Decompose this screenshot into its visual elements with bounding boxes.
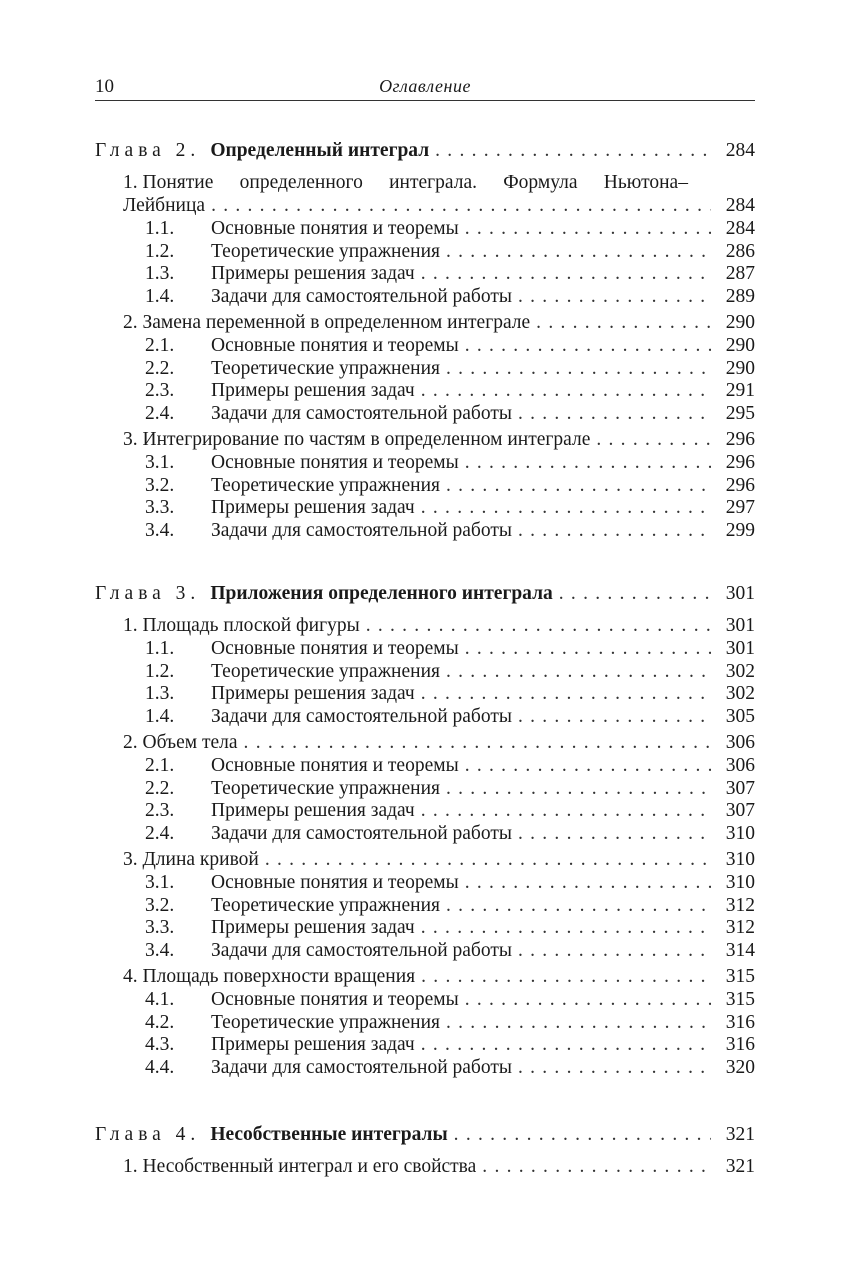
section-heading: [95, 849, 755, 873]
subsection-page: 305: [725, 705, 755, 727]
subsection-title: Теоретические упражнения: [211, 1011, 440, 1033]
dot-leader: [446, 895, 711, 917]
section-page: 301: [725, 615, 755, 636]
subsection-entry: [95, 286, 755, 310]
subsection-title: Основные понятия и теоремы: [211, 335, 459, 356]
subsection-page: 316: [725, 1011, 755, 1033]
subsection-entry: [95, 241, 755, 265]
subsection-page: 315: [725, 989, 755, 1010]
subsection-page: 302: [725, 660, 755, 682]
dot-leader: [518, 520, 711, 542]
dot-leader: [435, 140, 711, 162]
dot-leader: [446, 1012, 711, 1034]
section-title-word: Формула: [503, 172, 578, 193]
subsection-entry: [95, 872, 755, 896]
chapter-heading: [95, 583, 755, 607]
dot-leader: [366, 615, 711, 637]
dot-leader: [465, 335, 711, 357]
dot-leader: [465, 755, 711, 777]
subsection-title: Теоретические упражнения: [211, 777, 440, 799]
section-heading-line2: [95, 195, 755, 219]
subsection-number: 4.1.: [145, 989, 175, 1010]
subsection-title: Основные понятия и теоремы: [211, 452, 459, 473]
subsection-title: Задачи для самостоятельной работы: [211, 705, 512, 727]
subsection-number: 2.3.: [145, 380, 175, 401]
chapter-heading: [95, 140, 755, 164]
subsection-page: 295: [725, 402, 755, 424]
subsection-title: Примеры решения задач: [211, 497, 415, 518]
subsection-number: 1.3.: [145, 683, 175, 704]
subsection-page: 307: [725, 777, 755, 799]
section-title: 1. Несобственный интеграл и его свойства: [123, 1156, 477, 1177]
section-heading: [95, 429, 755, 453]
section-title-word: определенного: [239, 172, 363, 193]
subsection-title: Задачи для самостоятельной работы: [211, 1056, 512, 1078]
section-heading: [95, 1156, 755, 1180]
dot-leader: [465, 872, 711, 894]
dot-leader: [421, 800, 711, 822]
subsection-title: Примеры решения задач: [211, 380, 415, 401]
subsection-title: Теоретические упражнения: [211, 660, 440, 682]
subsection-entry: [95, 263, 755, 287]
dot-leader: [465, 989, 711, 1011]
section-page: 321: [725, 1156, 755, 1177]
page-number: 10: [95, 76, 114, 97]
section-title-continued: Лейбница: [123, 195, 206, 216]
subsection-page: 301: [725, 638, 755, 659]
chapter-title: Определенный интеграл: [210, 140, 430, 161]
dot-leader: [265, 849, 711, 871]
subsection-title: Теоретические упражнения: [211, 474, 440, 496]
subsection-entry: [95, 778, 755, 802]
subsection-page: 312: [725, 894, 755, 916]
subsection-entry: [95, 452, 755, 476]
subsection-number: 3.2.: [145, 474, 175, 496]
section-title: 2. Объем тела: [123, 732, 238, 753]
section-title: 4. Площадь поверхности вращения: [123, 966, 416, 987]
dot-leader: [536, 312, 711, 334]
subsection-number: 1.4.: [145, 285, 175, 307]
subsection-number: 3.1.: [145, 872, 175, 893]
chapter-page: 321: [725, 1124, 755, 1145]
dot-leader: [596, 429, 711, 451]
subsection-entry: [95, 1012, 755, 1036]
subsection-page: 299: [725, 519, 755, 541]
dot-leader: [465, 638, 711, 660]
chapter-heading: [95, 1124, 755, 1148]
subsection-number: 3.1.: [145, 452, 175, 473]
chapter-title: Несобственные интегралы: [210, 1124, 448, 1145]
subsection-title: Основные понятия и теоремы: [211, 989, 459, 1010]
subsection-page: 307: [725, 800, 755, 821]
subsection-page: 284: [725, 218, 755, 239]
subsection-page: 296: [725, 474, 755, 496]
dot-leader: [454, 1124, 711, 1146]
section-title-word: интеграла.: [389, 172, 477, 193]
section-heading: [95, 312, 755, 336]
running-title: Оглавление: [379, 76, 471, 96]
dot-leader: [465, 452, 711, 474]
subsection-entry: [95, 661, 755, 685]
subsection-entry: [95, 683, 755, 707]
subsection-number: 4.4.: [145, 1056, 175, 1078]
subsection-entry: [95, 800, 755, 824]
subsection-entry: [95, 520, 755, 544]
subsection-entry: [95, 989, 755, 1013]
subsection-page: 312: [725, 917, 755, 938]
chapter-label: Глава 4.: [95, 1124, 201, 1145]
subsection-entry: [95, 218, 755, 242]
subsection-number: 2.3.: [145, 800, 175, 821]
subsection-title: Задачи для самостоятельной работы: [211, 402, 512, 424]
subsection-number: 2.1.: [145, 755, 175, 776]
subsection-page: 310: [725, 872, 755, 893]
subsection-page: 310: [725, 822, 755, 844]
subsection-number: 2.1.: [145, 335, 175, 356]
dot-leader: [421, 917, 711, 939]
subsection-title: Примеры решения задач: [211, 263, 415, 284]
subsection-page: 297: [725, 497, 755, 518]
dot-leader: [482, 1156, 711, 1178]
subsection-entry: [95, 706, 755, 730]
subsection-entry: [95, 403, 755, 427]
section-page: 290: [725, 312, 755, 333]
section-title: 3. Интегрирование по частям в определенном интеграле: [123, 429, 591, 450]
subsection-number: 1.1.: [145, 218, 175, 239]
section-heading: [95, 615, 755, 639]
section-title: 3. Длина кривой: [123, 849, 259, 870]
subsection-entry: [95, 1057, 755, 1081]
subsection-number: 3.2.: [145, 894, 175, 916]
subsection-page: 302: [725, 683, 755, 704]
dot-leader: [518, 706, 711, 728]
dot-leader: [518, 286, 711, 308]
subsection-entry: [95, 1034, 755, 1058]
subsection-number: 2.4.: [145, 822, 175, 844]
subsection-entry: [95, 917, 755, 941]
section-heading: [95, 732, 755, 756]
subsection-title: Основные понятия и теоремы: [211, 755, 459, 776]
subsection-number: 1.2.: [145, 240, 175, 262]
subsection-title: Основные понятия и теоремы: [211, 218, 459, 239]
subsection-title: Теоретические упражнения: [211, 894, 440, 916]
subsection-entry: [95, 497, 755, 521]
section-label-and-word: 1. Понятие: [123, 172, 214, 193]
section-title-word: Ньютона–: [603, 172, 688, 193]
dot-leader: [518, 403, 711, 425]
subsection-number: 3.4.: [145, 939, 175, 961]
subsection-entry: [95, 475, 755, 499]
subsection-entry: [95, 358, 755, 382]
section-title: 2. Замена переменной в определенном интеграле: [123, 312, 531, 333]
subsection-number: 3.3.: [145, 917, 175, 938]
dot-leader: [421, 497, 711, 519]
subsection-number: 1.1.: [145, 638, 175, 659]
dot-leader: [465, 218, 711, 240]
subsection-entry: [95, 755, 755, 779]
dot-leader: [446, 475, 711, 497]
subsection-number: 3.4.: [145, 519, 175, 541]
chapter-label: Глава 2.: [95, 140, 201, 161]
subsection-number: 2.2.: [145, 357, 175, 379]
subsection-number: 1.3.: [145, 263, 175, 284]
subsection-title: Теоретические упражнения: [211, 357, 440, 379]
subsection-title: Задачи для самостоятельной работы: [211, 822, 512, 844]
subsection-title: Примеры решения задач: [211, 683, 415, 704]
subsection-page: 287: [725, 263, 755, 284]
subsection-page: 296: [725, 452, 755, 473]
subsection-title: Примеры решения задач: [211, 800, 415, 821]
subsection-title: Основные понятия и теоремы: [211, 638, 459, 659]
subsection-title: Примеры решения задач: [211, 1034, 415, 1055]
subsection-page: 320: [725, 1056, 755, 1078]
section-page: 310: [725, 849, 755, 870]
dot-leader: [518, 823, 711, 845]
dot-leader: [446, 661, 711, 683]
section-heading: [95, 966, 755, 990]
section-page: 296: [725, 429, 755, 450]
section-page: 306: [725, 732, 755, 753]
subsection-title: Теоретические упражнения: [211, 240, 440, 262]
subsection-number: 2.2.: [145, 777, 175, 799]
subsection-page: 290: [725, 335, 755, 356]
subsection-entry: [95, 895, 755, 919]
subsection-page: 316: [725, 1034, 755, 1055]
dot-leader: [446, 241, 711, 263]
dot-leader: [421, 683, 711, 705]
dot-leader: [421, 380, 711, 402]
dot-leader: [518, 940, 711, 962]
subsection-number: 1.2.: [145, 660, 175, 682]
dot-leader: [211, 195, 711, 217]
dot-leader: [421, 263, 711, 285]
subsection-number: 3.3.: [145, 497, 175, 518]
subsection-number: 4.2.: [145, 1011, 175, 1033]
subsection-entry: [95, 380, 755, 404]
subsection-page: 289: [725, 285, 755, 307]
dot-leader: [446, 778, 711, 800]
subsection-title: Задачи для самостоятельной работы: [211, 519, 512, 541]
subsection-entry: [95, 823, 755, 847]
running-header: [95, 74, 755, 101]
dot-leader: [244, 732, 711, 754]
chapter-page: 284: [725, 140, 755, 161]
subsection-title: Задачи для самостоятельной работы: [211, 939, 512, 961]
subsection-title: Примеры решения задач: [211, 917, 415, 938]
dot-leader: [446, 358, 711, 380]
subsection-page: 290: [725, 357, 755, 379]
subsection-entry: [95, 335, 755, 359]
chapter-title: Приложения определенного интеграла: [210, 583, 553, 604]
chapter-page: 301: [725, 583, 755, 604]
section-page: 315: [725, 966, 755, 987]
subsection-number: 4.3.: [145, 1034, 175, 1055]
subsection-title: Основные понятия и теоремы: [211, 872, 459, 893]
subsection-page: 291: [725, 380, 755, 401]
subsection-entry: [95, 940, 755, 964]
section-page: 284: [725, 195, 755, 216]
subsection-page: 306: [725, 755, 755, 776]
section-title: 1. Площадь плоской фигуры: [123, 615, 360, 636]
subsection-page: 286: [725, 240, 755, 262]
section-heading-line1: [123, 172, 688, 196]
dot-leader: [559, 583, 711, 605]
subsection-entry: [95, 638, 755, 662]
dot-leader: [421, 1034, 711, 1056]
dot-leader: [518, 1057, 711, 1079]
chapter-label: Глава 3.: [95, 583, 201, 604]
dot-leader: [421, 966, 711, 988]
subsection-title: Задачи для самостоятельной работы: [211, 285, 512, 307]
subsection-number: 2.4.: [145, 402, 175, 424]
subsection-page: 314: [725, 939, 755, 961]
subsection-number: 1.4.: [145, 705, 175, 727]
